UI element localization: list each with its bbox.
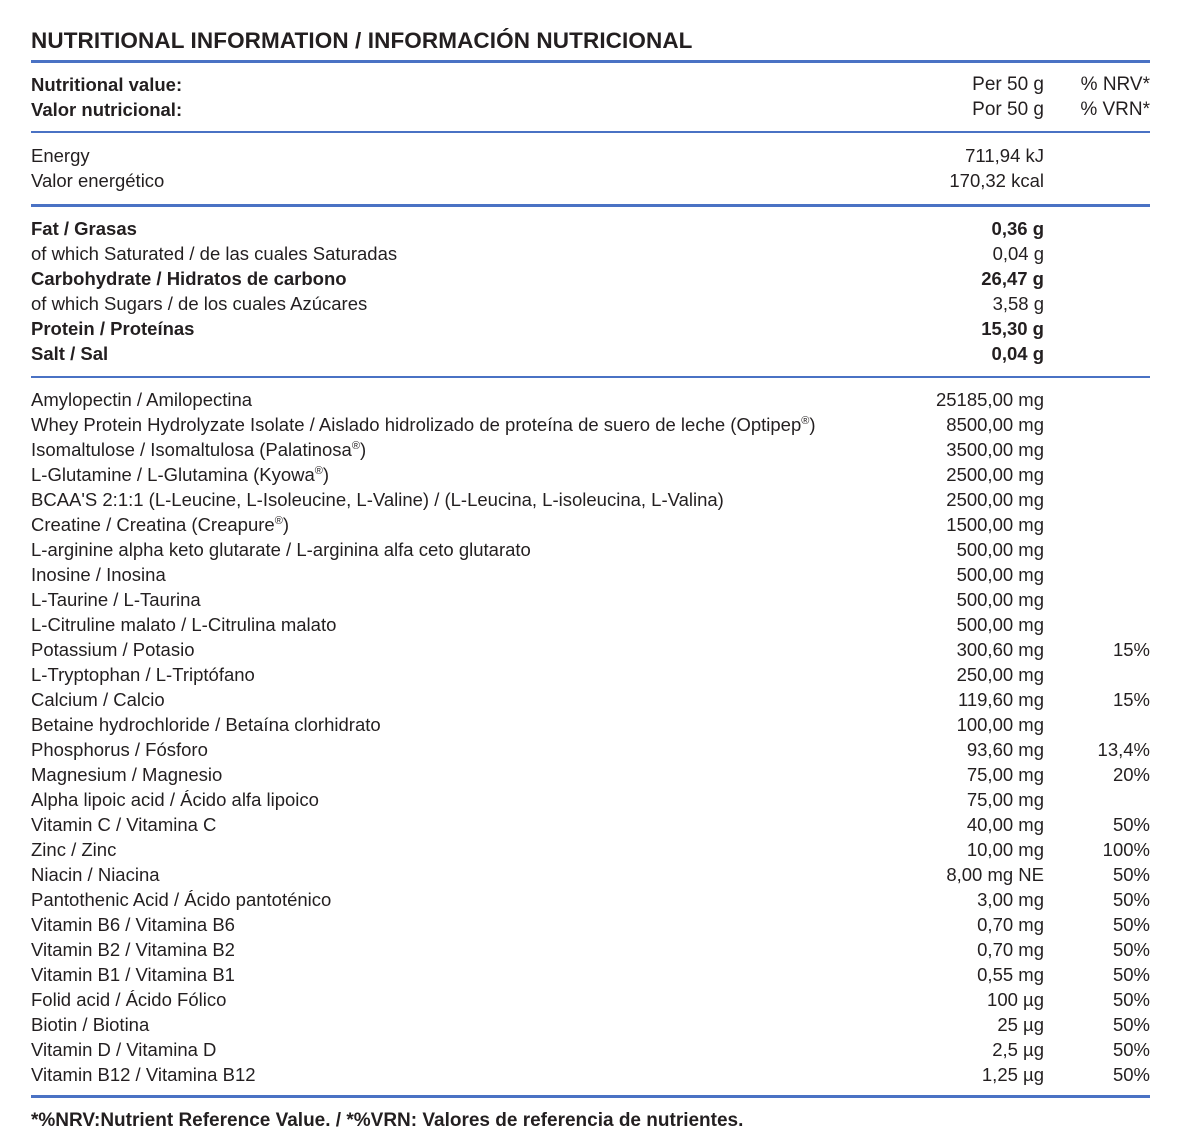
row-value: 8500,00 mg: [946, 414, 1044, 436]
row-nrv-percent: [1044, 216, 1150, 241]
header-nrv-es: % VRN*: [1080, 98, 1150, 120]
row-value: 500,00 mg: [956, 564, 1044, 586]
table-row: [31, 562, 1150, 587]
row-value: 1,25 µg: [981, 1064, 1044, 1086]
row-label: Potassium / Potasio: [31, 639, 195, 661]
row-label: Vitamin B2 / Vitamina B2: [31, 939, 235, 961]
row-value: 2500,00 mg: [946, 464, 1044, 486]
row-label: Alpha lipoic acid / Ácido alfa lipoico: [31, 789, 319, 811]
row-nrv-percent: 50%: [1112, 814, 1150, 836]
row-label: of which Sugars / de los cuales Azúcares: [31, 292, 368, 314]
row-label: Biotin / Biotina: [31, 1014, 150, 1036]
row-nrv-percent: [1044, 412, 1150, 437]
row-label: Protein / Proteínas: [31, 317, 195, 339]
table-row: [31, 168, 1150, 193]
table-row: [31, 266, 1150, 291]
row-nrv-percent: 13,4%: [1097, 739, 1150, 761]
row-nrv-percent: [1044, 587, 1150, 612]
row-nrv-percent: 15%: [1112, 639, 1150, 661]
row-nrv-percent: [1044, 341, 1150, 366]
table-row: [31, 387, 1150, 412]
row-nrv-percent: 50%: [1112, 1039, 1150, 1061]
table-row: [31, 837, 1150, 862]
row-nrv-percent: 50%: [1112, 864, 1150, 886]
row-value: 75,00 mg: [966, 789, 1044, 811]
row-value: 500,00 mg: [956, 589, 1044, 611]
row-label: of which Saturated / de las cuales Saturadas: [31, 242, 398, 264]
row-value: 3,58 g: [992, 292, 1044, 314]
table-row: [31, 762, 1150, 787]
energy-value-kcal: 170,32 kcal: [949, 170, 1044, 192]
row-value: 1500,00 mg: [946, 514, 1044, 536]
row-nrv-percent: 100%: [1102, 839, 1150, 861]
row-nrv-percent: [1044, 562, 1150, 587]
registered-trademark-icon: ®: [274, 515, 283, 528]
header-nrv-en: % NRV*: [1080, 73, 1150, 95]
row-value: 3,00 mg: [977, 889, 1044, 911]
row-value: 25 µg: [997, 1014, 1044, 1036]
header-per-es: Por 50 g: [972, 98, 1044, 120]
row-value: 0,04 g: [991, 342, 1044, 364]
row-label: Pantothenic Acid / Ácido pantoténico: [31, 889, 332, 911]
row-value: 500,00 mg: [956, 614, 1044, 636]
row-value: 0,04 g: [992, 242, 1044, 264]
energy-nrv-blank: [1044, 143, 1150, 168]
row-value: 40,00 mg: [966, 814, 1044, 836]
registered-trademark-icon: ®: [314, 465, 323, 478]
table-row: [31, 537, 1150, 562]
table-row: [31, 462, 1150, 487]
row-label: Whey Protein Hydrolyzate Isolate / Aislado hidrolizado de proteína de suero de leche (Optipep®): [31, 414, 816, 436]
row-nrv-percent: [1044, 241, 1150, 266]
row-nrv-percent: [1044, 512, 1150, 537]
row-nrv-percent: [1044, 437, 1150, 462]
header-label-es: Valor nutricional:: [31, 98, 183, 120]
row-nrv-percent: 50%: [1112, 1014, 1150, 1036]
table-row: [31, 712, 1150, 737]
table-row: [31, 587, 1150, 612]
row-value: 100 µg: [987, 989, 1044, 1011]
row-label: Zinc / Zinc: [31, 839, 117, 861]
row-nrv-percent: [1044, 712, 1150, 737]
header-table: [31, 72, 1150, 122]
table-row: [31, 97, 1150, 122]
table-row: [31, 787, 1150, 812]
energy-label-en: Energy: [31, 145, 90, 167]
table-row: [31, 412, 1150, 437]
row-value: 0,55 mg: [977, 964, 1044, 986]
table-row: [31, 316, 1150, 341]
row-label: Phosphorus / Fósforo: [31, 739, 208, 761]
row-label: Calcium / Calcio: [31, 689, 165, 711]
macronutrient-block: [31, 207, 1150, 376]
table-row: [31, 1037, 1150, 1062]
row-nrv-percent: 50%: [1112, 889, 1150, 911]
row-label: BCAA'S 2:1:1 (L-Leucine, L-Isoleucine, L-Valine) / (L-Leucina, L-isoleucina, L-Valina): [31, 489, 724, 511]
table-row: [31, 512, 1150, 537]
row-label: L-arginine alpha keto glutarate / L-arginina alfa ceto glutarato: [31, 539, 531, 561]
row-nrv-percent: 50%: [1112, 939, 1150, 961]
row-nrv-percent: [1044, 291, 1150, 316]
row-nrv-percent: [1044, 787, 1150, 812]
row-nrv-percent: 50%: [1112, 964, 1150, 986]
row-nrv-percent: 50%: [1112, 1064, 1150, 1086]
row-value: 500,00 mg: [956, 539, 1044, 561]
row-nrv-percent: [1044, 266, 1150, 291]
table-row: [31, 1012, 1150, 1037]
energy-label-es: Valor energético: [31, 170, 165, 192]
row-label: L-Taurine / L-Taurina: [31, 589, 201, 611]
row-label: L-Glutamine / L-Glutamina (Kyowa®): [31, 464, 330, 486]
table-row: [31, 637, 1150, 662]
row-nrv-percent: 50%: [1112, 914, 1150, 936]
row-label: Vitamin D / Vitamina D: [31, 1039, 217, 1061]
energy-value-kj: 711,94 kJ: [965, 145, 1044, 167]
table-row: [31, 612, 1150, 637]
row-value: 15,30 g: [981, 317, 1044, 339]
table-row: [31, 143, 1150, 168]
footnote-nrv-definition: *%NRV:Nutrient Reference Value. / *%VRN: Valores de referencia de nutrientes.: [31, 1109, 744, 1131]
row-label: Carbohydrate / Hidratos de carbono: [31, 267, 347, 289]
row-value: 25185,00 mg: [935, 389, 1044, 411]
ingredient-table: [31, 387, 1150, 1087]
row-value: 0,36 g: [991, 217, 1044, 239]
row-value: 250,00 mg: [956, 664, 1044, 686]
row-nrv-percent: [1044, 537, 1150, 562]
row-nrv-percent: 50%: [1112, 989, 1150, 1011]
row-label: Creatine / Creatina (Creapure®): [31, 514, 289, 536]
row-value: 0,70 mg: [977, 939, 1044, 961]
table-row: [31, 341, 1150, 366]
row-label: Salt / Sal: [31, 342, 109, 364]
row-label: Amylopectin / Amilopectina: [31, 389, 253, 411]
row-value: 300,60 mg: [956, 639, 1044, 661]
table-row: [31, 487, 1150, 512]
energy-nrv-blank-2: [1044, 168, 1150, 193]
table-row: [31, 962, 1150, 987]
row-label: Folid acid / Ácido Fólico: [31, 989, 227, 1011]
row-value: 0,70 mg: [977, 914, 1044, 936]
row-label: Magnesium / Magnesio: [31, 764, 223, 786]
row-label: L-Citruline malato / L-Citrulina malato: [31, 614, 337, 636]
table-row: [31, 812, 1150, 837]
energy-block: [31, 133, 1150, 204]
ingredient-block: [31, 378, 1150, 1095]
table-row: [31, 987, 1150, 1012]
row-nrv-percent: [1044, 612, 1150, 637]
row-nrv-percent: [1044, 316, 1150, 341]
row-value: 119,60 mg: [957, 689, 1044, 711]
table-row: [31, 737, 1150, 762]
row-label: Vitamin C / Vitamina C: [31, 814, 217, 836]
row-nrv-percent: [1044, 662, 1150, 687]
header-label-en: Nutritional value:: [31, 73, 183, 95]
table-row: [31, 662, 1150, 687]
row-nrv-percent: 20%: [1112, 764, 1150, 786]
row-value: 100,00 mg: [956, 714, 1044, 736]
table-row: [31, 937, 1150, 962]
row-value: 26,47 g: [981, 267, 1044, 289]
row-label: Vitamin B12 / Vitamina B12: [31, 1064, 256, 1086]
row-nrv-percent: [1044, 487, 1150, 512]
table-row: [31, 241, 1150, 266]
table-row: [31, 1062, 1150, 1087]
row-label: L-Tryptophan / L-Triptófano: [31, 664, 255, 686]
table-row: [31, 72, 1150, 97]
row-label: Niacin / Niacina: [31, 864, 160, 886]
table-row: [31, 291, 1150, 316]
registered-trademark-icon: ®: [351, 440, 360, 453]
table-row: [31, 862, 1150, 887]
row-value: 2500,00 mg: [946, 489, 1044, 511]
row-label: Betaine hydrochloride / Betaína clorhidrato: [31, 714, 381, 736]
table-header-block: [31, 63, 1150, 131]
row-value: 3500,00 mg: [946, 439, 1044, 461]
row-value: 2,5 µg: [992, 1039, 1044, 1061]
table-row: [31, 912, 1150, 937]
table-row: [31, 687, 1150, 712]
page-title: NUTRITIONAL INFORMATION / INFORMACIÓN NUTRICIONAL: [31, 28, 693, 53]
macronutrient-table: [31, 216, 1150, 366]
header-per-en: Per 50 g: [972, 73, 1044, 95]
row-nrv-percent: [1044, 387, 1150, 412]
table-row: [31, 216, 1150, 241]
energy-table: [31, 143, 1150, 193]
row-nrv-percent: [1044, 462, 1150, 487]
row-nrv-percent: 15%: [1112, 689, 1150, 711]
row-label: Vitamin B6 / Vitamina B6: [31, 914, 235, 936]
table-row: [31, 437, 1150, 462]
row-value: 75,00 mg: [966, 764, 1044, 786]
row-value: 10,00 mg: [966, 839, 1044, 861]
row-label: Fat / Grasas: [31, 217, 137, 239]
registered-trademark-icon: ®: [801, 415, 810, 428]
row-label: Vitamin B1 / Vitamina B1: [31, 964, 235, 986]
row-value: 93,60 mg: [966, 739, 1044, 761]
row-value: 8,00 mg NE: [946, 864, 1044, 886]
row-label: Inosine / Inosina: [31, 564, 166, 586]
table-row: [31, 887, 1150, 912]
row-label: Isomaltulose / Isomaltulosa (Palatinosa®): [31, 439, 367, 461]
